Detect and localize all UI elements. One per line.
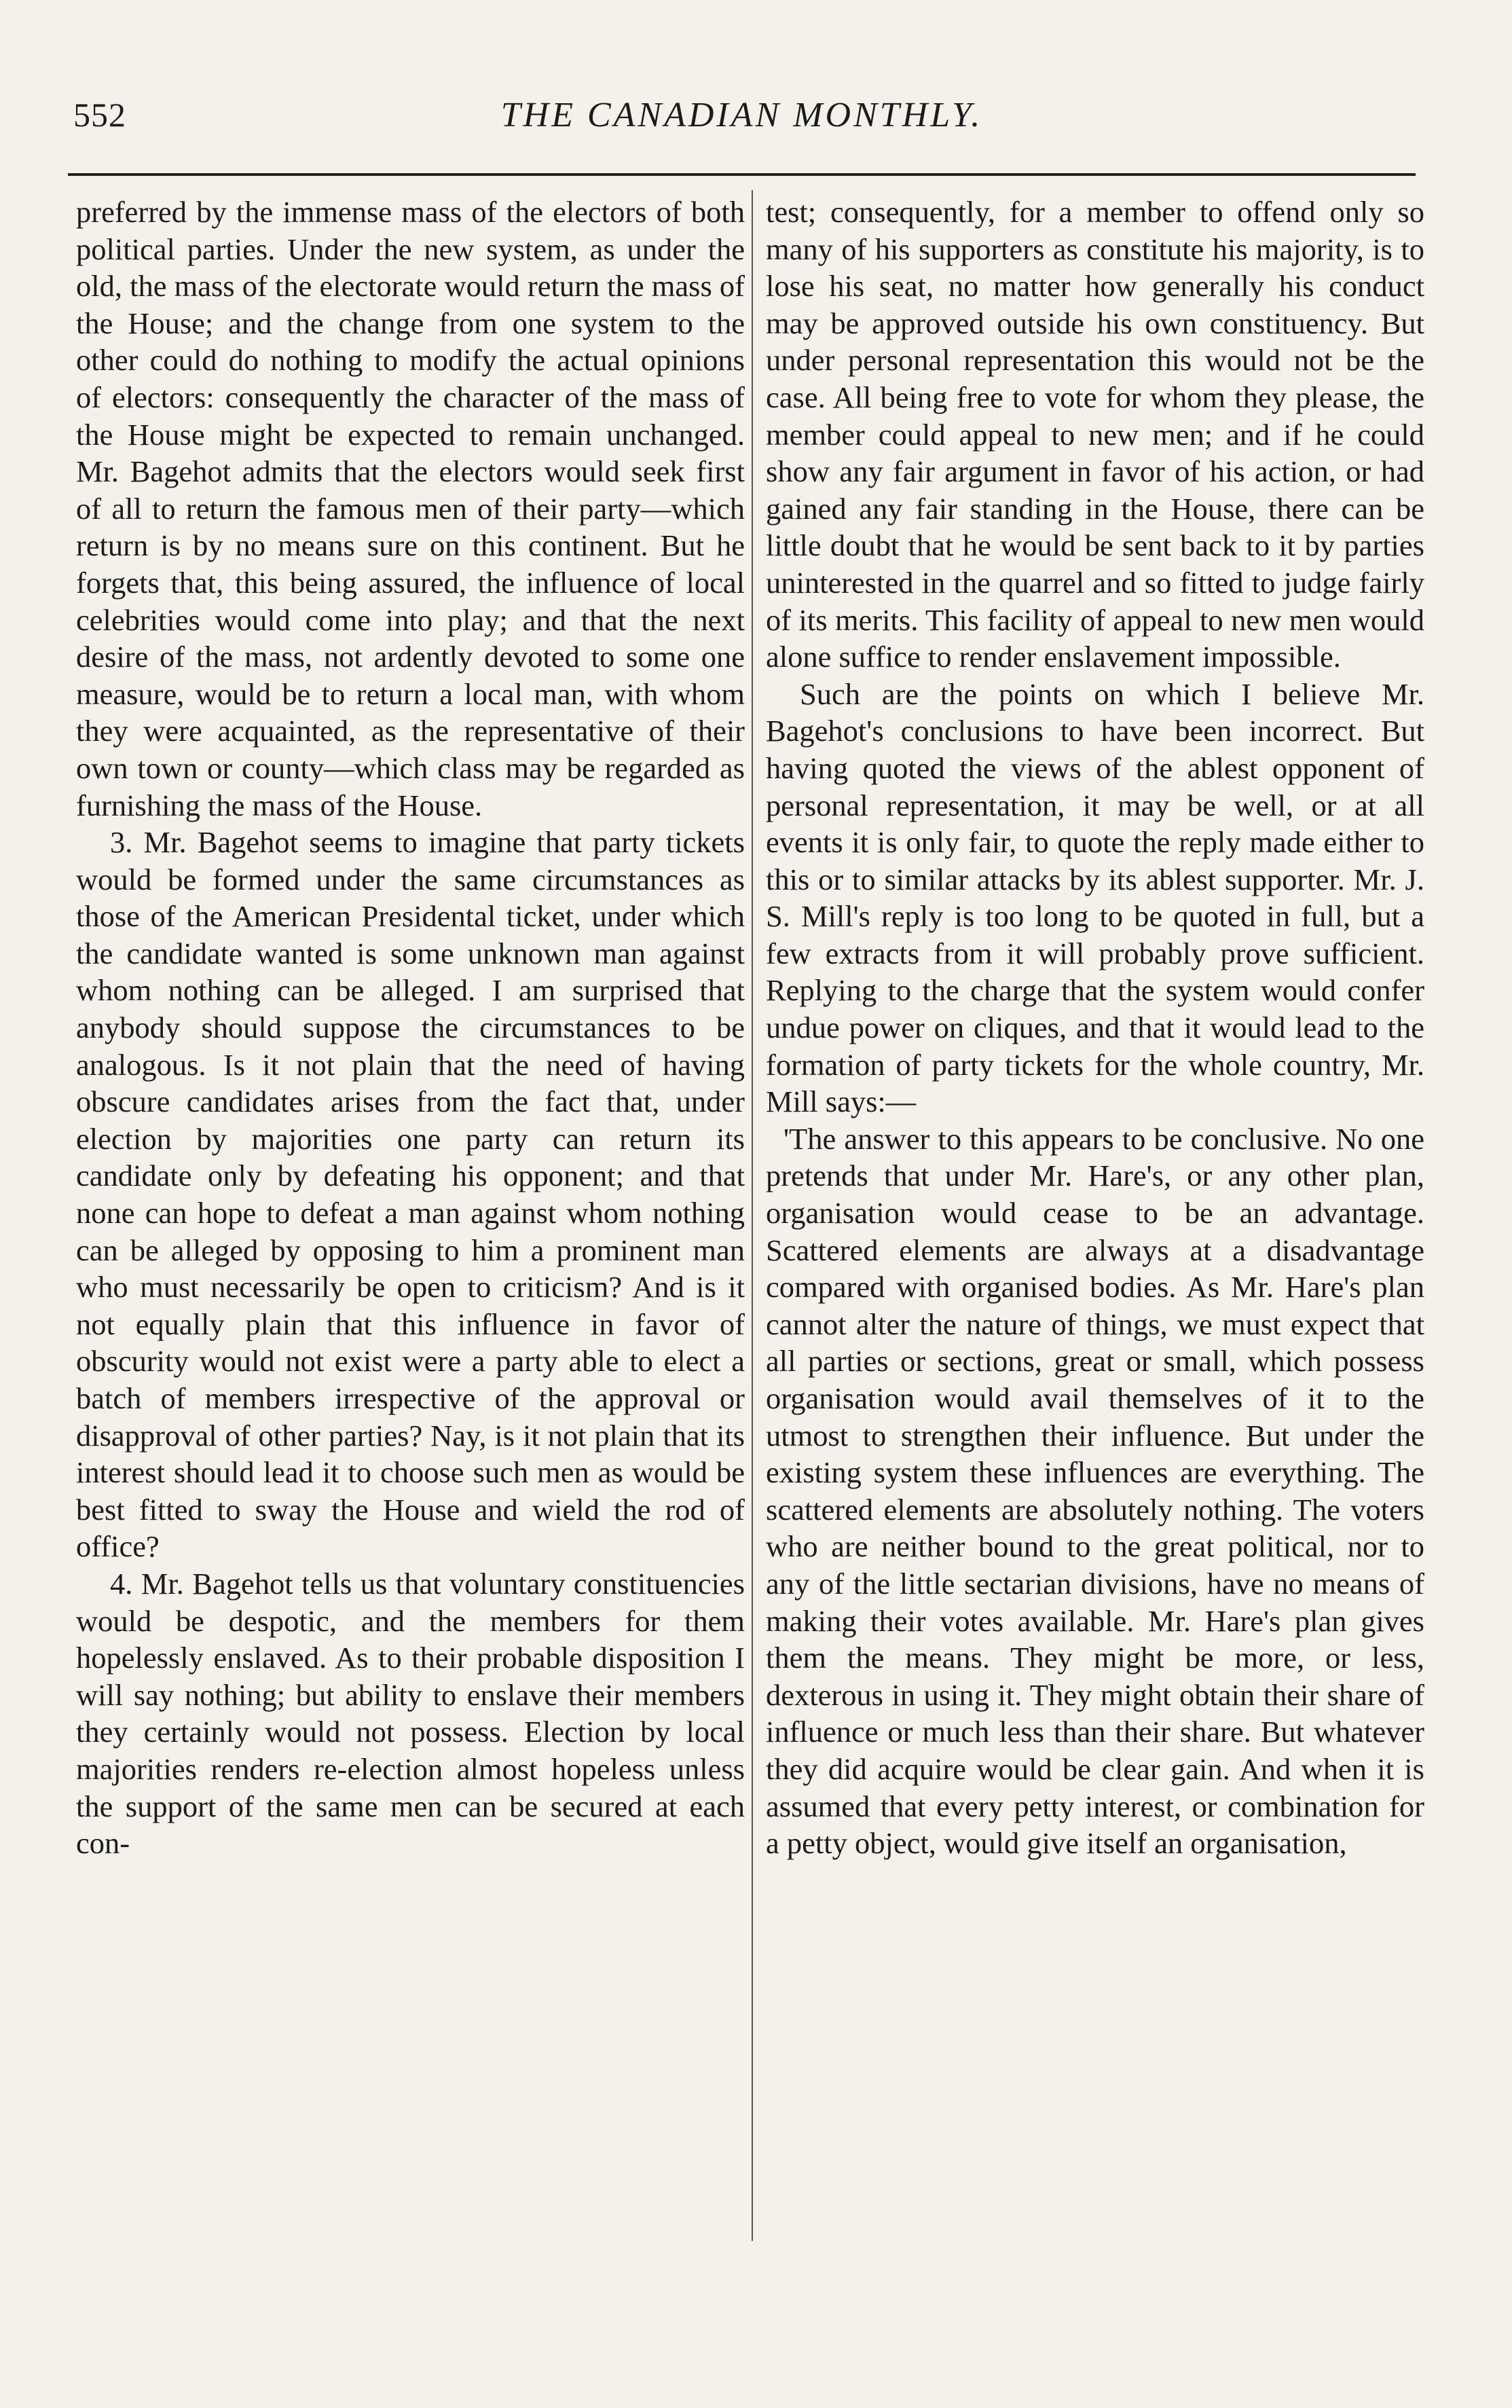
right-paragraph-1: test; consequently, for a member to offend only so many of his supporters as constitute his majority, is to lose his seat, no matter how generally his conduct may be approved outside his own constituency. But under personal representation this would not be the case. All being free to vote for whom they please, the member could appeal to new men; and if he could show any fair argument in favor of his action, or had gained any fair standing in the House, there can be little doubt that he would be sent back to it by parties uninterested in the quarrel and so fitted to judge fairly of its merits. This facility of appeal to new men would alone suffice to render enslavement impossible. — [766, 195, 1424, 674]
page-number: 552 — [73, 96, 126, 134]
left-column — [76, 194, 745, 1862]
running-title: THE CANADIAN MONTHLY. — [500, 96, 983, 134]
right-column — [766, 194, 1424, 1862]
header-rule — [68, 173, 1416, 176]
left-paragraph-2: 3. Mr. Bagehot seems to imagine that party tickets would be formed under the same circumstances as those of the American Presidental ticket, under which the candidate wanted is some unknown man against whom nothing can be alleged. I am surprised that anybody should suppose the circumstances to be analogous. Is it not plain that the need of having obscure candidates arises from the fact that, under election by majorities one party can return its candidate only by defeating his opponent; and that none can hope to defeat a man against whom nothing can be alleged by opposing to him a prominent man who must necessarily be open to criticism? And is it not equally plain that this influence in favor of obscurity would not exist were a party able to elect a batch of members irrespective of the approval or disapproval of other parties? Nay, is it not plain that its interest should lead it to choose such men as would be best fitted to sway the House and wield the rod of office? — [76, 825, 745, 1564]
column-divider — [752, 190, 753, 2241]
page-header — [68, 95, 1416, 149]
left-paragraph-3: 4. Mr. Bagehot tells us that voluntary constituencies would be despotic, and the members for them hopelessly enslaved. As to their probable disposition I will say nothing; but ability to enslave their members they certainly would not possess. Election by local majorities renders re-election almost hopeless unless the support of the same men can be secured at each con- — [76, 1566, 745, 1861]
right-paragraph-3: 'The answer to this appears to be conclusive. No one pretends that under Mr. Hare's, or any other plan, organisation would cease to be an advantage. Scattered elements are always at a disadvantage compared with organised bodies. As Mr. Hare's plan cannot alter the nature of things, we must expect that all parties or sections, great or small, which possess organisation would avail themselves of it to the utmost to strengthen their influence. But under the existing system these influences are everything. The scattered elements are absolutely nothing. The voters who are neither bound to the great political, nor to any of the little sectarian divisions, have no means of making their votes available. Mr. Hare's plan gives them the means. They might be more, or less, dexterous in using it. They might obtain their share of influence or much less than their share. But whatever they did acquire would be clear gain. And when it is assumed that every petty interest, or combination for a petty object, would give itself an organisation, — [766, 1121, 1424, 1861]
left-paragraph-1: preferred by the immense mass of the electors of both political parties. Under the new system, as under the old, the mass of the electorate would return the mass of the House; and the change from one system to the other could do nothing to modify the actual opinions of electors: consequently the character of the mass of the House might be expected to remain unchanged. Mr. Bagehot admits that the electors would seek first of all to return the famous men of their party—which return is by no means sure on this continent. But he forgets that, this being assured, the influence of local celebrities would come into play; and that the next desire of the mass, not ardently devoted to some one measure, would be to return a local man, with whom they were acquainted, as the representative of their own town or county—which class may be regarded as furnishing the mass of the House. — [76, 195, 745, 822]
right-paragraph-2: Such are the points on which I believe Mr. Bagehot's conclusions to have been incorrect. But having quoted the views of the ablest opponent of personal representation, it may be well, or at all events it is only fair, to quote the reply made either to this or to similar attacks by its ablest supporter. Mr. J. S. Mill's reply is too long to be quoted in full, but a few extracts from it will probably prove sufficient. Replying to the charge that the system would confer undue power on cliques, and that it would lead to the formation of party tickets for the whole country, Mr. Mill says:— — [766, 676, 1424, 1119]
